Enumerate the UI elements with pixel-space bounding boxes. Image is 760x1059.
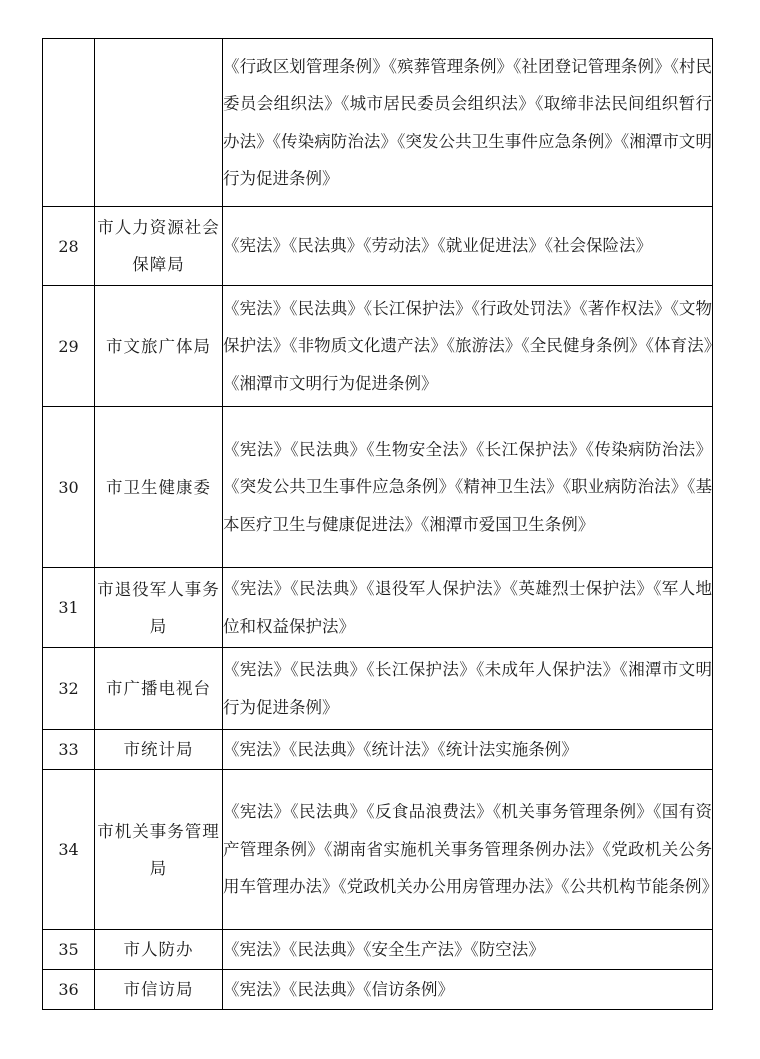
department-cell — [95, 207, 223, 286]
table-row — [43, 730, 713, 770]
laws-cell: 《宪法》《民法典》《劳动法》《就业促进法》《社会保险法》 — [223, 207, 713, 286]
table-row — [43, 207, 713, 286]
department-cell — [95, 568, 223, 648]
row-number-cell: 33 — [43, 730, 95, 770]
department-name: 市广播电视台 — [106, 679, 211, 698]
law-list-table — [42, 38, 718, 1010]
table-row — [43, 568, 713, 648]
table-row — [43, 286, 713, 407]
laws-cell: 《行政区划管理条例》《殡葬管理条例》《社团登记管理条例》《村民委员会组织法》《城市居民委员会组织法》《取缔非法民间组织暂行办法》《传染病防治法》《突发公共卫生事件应急条例》《湘潭市文明行为促进条例》 — [223, 39, 713, 207]
table-row — [43, 970, 713, 1010]
department-cell — [95, 39, 223, 207]
table-row — [43, 648, 713, 730]
department-cell — [95, 970, 223, 1010]
laws-cell: 《宪法》《民法典》《长江保护法》《未成年人保护法》《湘潭市文明行为促进条例》 — [223, 648, 713, 730]
department-name: 市退役军人事务局 — [97, 579, 220, 636]
department-name: 市信访局 — [123, 980, 194, 999]
laws-cell: 《宪法》《民法典》《信访条例》 — [223, 970, 713, 1010]
row-number-cell: 36 — [43, 970, 95, 1010]
laws-cell: 《宪法》《民法典》《生物安全法》《长江保护法》《传染病防治法》《突发公共卫生事件应急条例》《精神卫生法》《职业病防治法》《基本医疗卫生与健康促进法》《湘潭市爱国卫生条例》 — [223, 407, 713, 568]
department-name: 市人防办 — [123, 940, 194, 959]
row-number-cell: 32 — [43, 648, 95, 730]
department-cell — [95, 770, 223, 930]
department-name: 市卫生健康委 — [106, 477, 211, 497]
row-number-cell — [43, 39, 95, 207]
row-number-cell: 35 — [43, 930, 95, 970]
table-row — [43, 770, 713, 930]
department-cell — [95, 648, 223, 730]
laws-cell: 《宪法》《民法典》《安全生产法》《防空法》 — [223, 930, 713, 970]
laws-cell: 《宪法》《民法典》《长江保护法》《行政处罚法》《著作权法》《文物保护法》《非物质文化遗产法》《旅游法》《全民健身条例》《体育法》《湘潭市文明行为促进条例》 — [223, 286, 713, 407]
row-number-cell: 29 — [43, 286, 95, 407]
department-cell — [95, 930, 223, 970]
laws-cell: 《宪法》《民法典》《反食品浪费法》《机关事务管理条例》《国有资产管理条例》《湖南省实施机关事务管理条例办法》《党政机关公务用车管理办法》《党政机关办公用房管理办法》《公共机构节能条例》 — [223, 770, 713, 930]
department-name: 市统计局 — [123, 740, 194, 759]
department-cell — [95, 407, 223, 568]
department-cell — [95, 286, 223, 407]
row-number-cell: 28 — [43, 207, 95, 286]
table-row — [43, 407, 713, 568]
laws-cell: 《宪法》《民法典》《退役军人保护法》《英雄烈士保护法》《军人地位和权益保护法》 — [223, 568, 713, 648]
department-cell — [95, 730, 223, 770]
department-name: 市机关事务管理局 — [97, 821, 220, 878]
row-number-cell: 34 — [43, 770, 95, 930]
table-row — [43, 39, 713, 207]
row-number-cell: 30 — [43, 407, 95, 568]
department-name: 市人力资源社会保障局 — [97, 218, 220, 274]
laws-cell: 《宪法》《民法典》《统计法》《统计法实施条例》 — [223, 730, 713, 770]
department-name: 市文旅广体局 — [106, 336, 211, 356]
row-number-cell: 31 — [43, 568, 95, 648]
table-row — [43, 930, 713, 970]
